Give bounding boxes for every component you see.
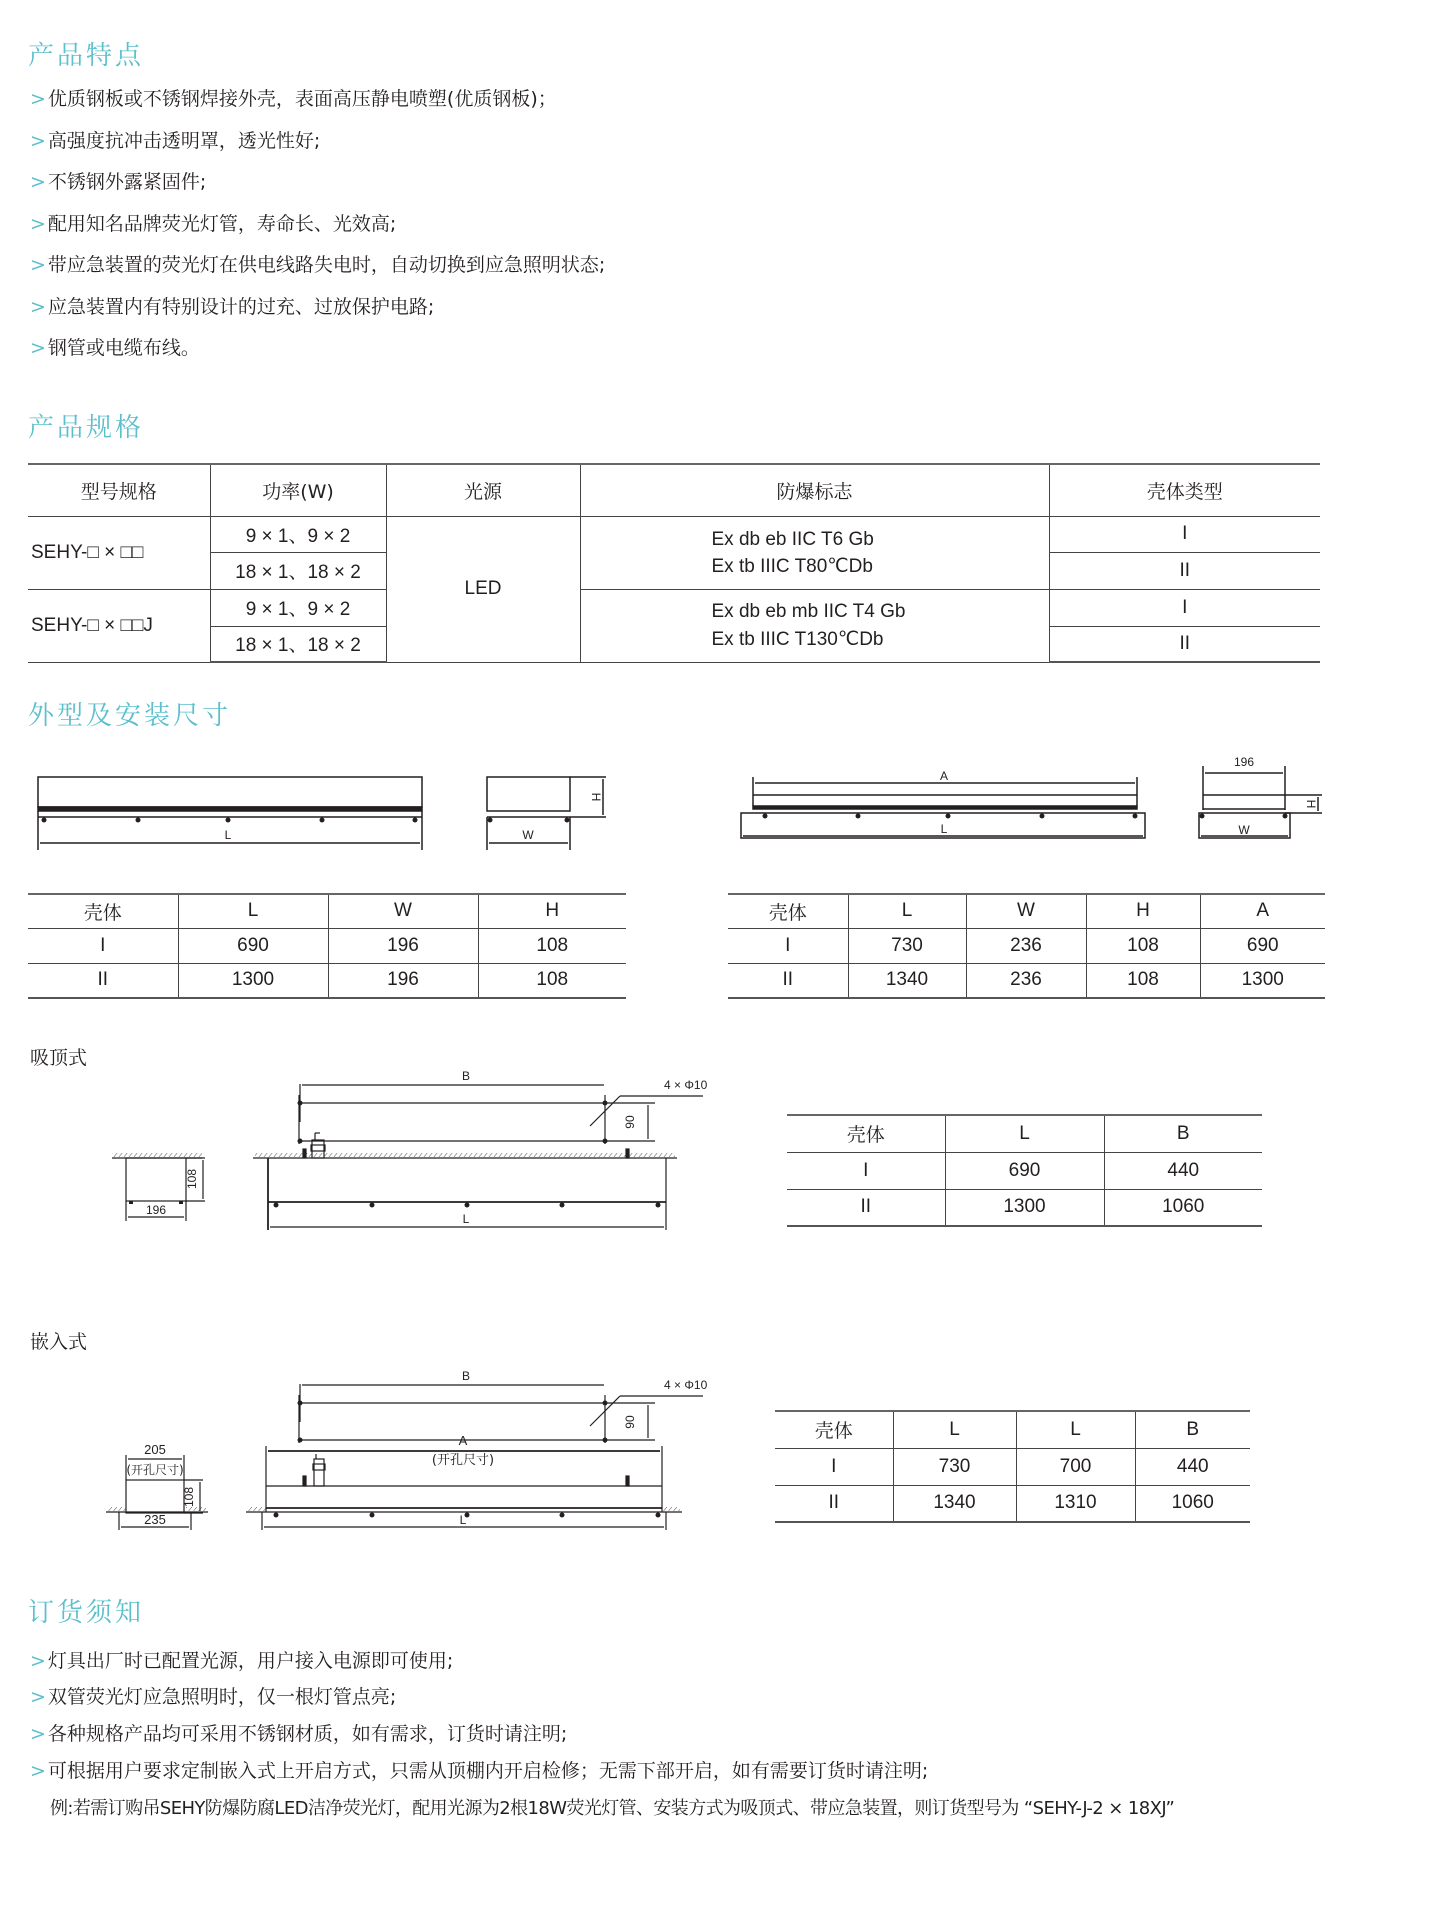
feature-text: 应急装置内有特别设计的过充、过放保护电路; [47,296,435,318]
header-ex-mark: 防爆标志 [580,464,1049,516]
dim-label-L: L [462,1212,470,1226]
cell: I [787,1152,945,1189]
recessed-mount-label: 嵌入式 [30,1331,88,1353]
shell-cell: II [1049,626,1320,662]
shell-cell: I [1049,589,1320,626]
feature-text: 配用知名品牌荧光灯管，寿命长、光效高; [47,213,397,235]
power-cell: 9 × 1、9 × 2 [210,589,386,626]
cell: 1310 [1016,1485,1135,1522]
cell: II [728,963,848,998]
table-header-row [775,1411,1250,1448]
table-header-row [28,894,626,928]
arrow-icon: > [30,130,46,152]
ceiling-mount-label: 吸顶式 [30,1047,88,1069]
arrow-icon: > [30,337,46,359]
header-power: 功率(W) [210,464,386,516]
arrow-icon: > [30,1686,46,1708]
specs-heading: 产品规格 [28,413,145,443]
feature-text: 不锈钢外露紧固件; [47,171,207,193]
arrow-icon: > [30,1723,46,1745]
cell: 1340 [848,963,966,998]
dim-label-W: W [1238,823,1250,837]
recessed-mount-diagram [0,1360,720,1530]
table-row [775,1485,1250,1522]
cell: 690 [945,1152,1104,1189]
ordering-item [30,1725,567,1744]
cell: 1300 [945,1189,1104,1226]
cell: 440 [1135,1448,1250,1485]
cell: II [775,1485,893,1522]
ordering-item [30,1762,928,1781]
header-model: 型号规格 [28,464,210,516]
header-cell: B [1135,1411,1250,1448]
dim-label-235: 235 [144,1512,166,1527]
hole-pattern [299,1084,703,1144]
table-row [728,963,1325,998]
dimensions-table-left [28,893,626,999]
outline-diagrams [0,740,1444,860]
cell: I [28,928,178,963]
model-cell: SEHY-□ × □□J [28,589,210,662]
cell: 690 [1200,928,1325,963]
feature-item [30,339,200,358]
cutout-label: (开孔尺寸) [431,1453,495,1468]
table-row [28,589,1320,626]
cutout-label: (开孔尺寸) [126,1463,184,1477]
arrow-icon: > [30,296,46,318]
fixture-end-view-2 [1199,766,1322,838]
power-cell: 18 × 1、18 × 2 [210,552,386,589]
ordering-item [30,1652,453,1671]
cell: II [787,1189,945,1226]
header-light-source: 光源 [386,464,580,516]
header-cell: L [178,894,328,928]
ex-mark-line: Ex db eb IIC T6 Gb [711,528,874,550]
dim-label-196: 196 [145,1203,167,1217]
header-cell: L [848,894,966,928]
header-cell: 壳体 [775,1411,893,1448]
holes-label: 4 × Φ10 [664,1378,708,1392]
header-cell: A [1200,894,1325,928]
cell: 196 [328,928,478,963]
dim-label-196: 196 [1233,755,1255,769]
cell: 1060 [1135,1485,1250,1522]
cell: 236 [966,963,1086,998]
specs-header-row [28,464,1320,516]
header-cell: L [1016,1411,1135,1448]
dim-label-90: 90 [623,1415,637,1429]
arrow-icon: > [30,1650,46,1672]
ordering-example [50,1800,1174,1818]
ordering-text: 双管荧光灯应急照明时，仅一根灯管点亮; [47,1686,397,1708]
cell: 108 [1086,928,1200,963]
header-cell: H [1086,894,1200,928]
feature-text: 带应急装置的荧光灯在供电线路失电时，自动切换到应急照明状态; [47,254,606,276]
ordering-item [30,1688,396,1707]
ordering-text: 灯具出厂时已配置光源，用户接入电源即可使用; [47,1650,454,1672]
cell: 1340 [893,1485,1016,1522]
feature-text: 钢管或电缆布线。 [47,337,200,359]
arrow-icon: > [30,171,46,193]
cell: II [28,963,178,998]
arrow-icon: > [30,254,46,276]
model-cell: SEHY-□ × □□ [28,516,210,589]
header-cell: L [945,1115,1104,1152]
feature-item [30,90,557,109]
header-cell: H [478,894,626,928]
cell: 108 [1086,963,1200,998]
cell: I [775,1448,893,1485]
dim-label-L: L [459,1513,467,1527]
table-row [728,928,1325,963]
ex-mark-line: Ex db eb mb IIC T4 Gb [711,600,906,622]
table-row [28,928,626,963]
dim-label-B: B [461,1069,471,1083]
power-cell: 9 × 1、9 × 2 [210,516,386,552]
cell: 196 [328,963,478,998]
dim-label-108: 108 [185,1168,199,1190]
table-row [28,963,626,998]
table-row [775,1448,1250,1485]
hole-pattern [299,1384,703,1443]
header-cell: 壳体 [728,894,848,928]
arrow-icon: > [30,1760,46,1782]
cell: 1300 [1200,963,1325,998]
feature-text: 优质钢板或不锈钢焊接外壳，表面高压静电喷塑(优质钢板)； [47,88,557,110]
feature-item [30,132,320,151]
cell: 700 [1016,1448,1135,1485]
ceiling-mount-diagram [0,1060,720,1230]
feature-text: 高强度抗冲击透明罩，透光性好; [47,130,321,152]
dim-label-90: 90 [623,1115,637,1129]
feature-item [30,256,605,275]
cell: I [728,928,848,963]
table-header-row [787,1115,1262,1152]
table-row [787,1189,1262,1226]
arrow-icon: > [30,213,46,235]
features-heading: 产品特点 [28,41,145,71]
dimensions-heading: 外型及安装尺寸 [28,701,232,731]
dim-label-A: A [939,769,949,783]
cell: 730 [893,1448,1016,1485]
cell: 108 [478,963,626,998]
dim-label-W: W [522,828,534,842]
light-source-cell: LED [386,516,580,662]
header-cell: 壳体 [787,1115,945,1152]
ex-mark-cell [580,516,1049,589]
cell: 440 [1104,1152,1262,1189]
ex-mark-line: Ex tb IIIC T130℃Db [711,628,884,650]
ceiling-mount-table [787,1114,1262,1227]
feature-item [30,298,434,317]
cell: 108 [478,928,626,963]
shell-cell: II [1049,552,1320,589]
ordering-heading: 订货须知 [28,1598,145,1628]
header-cell: B [1104,1115,1262,1152]
table-header-row [728,894,1325,928]
feature-item [30,215,396,234]
header-cell: W [328,894,478,928]
dim-label-L: L [940,822,948,836]
cell: 690 [178,928,328,963]
ex-mark-line: Ex tb IIIC T80℃Db [711,555,873,577]
power-cell: 18 × 1、18 × 2 [210,626,386,662]
dim-label-L: L [224,828,232,842]
recessed-mount-table [775,1410,1250,1523]
fixture-end-view-1 [487,777,606,850]
dim-label-H: H [589,792,603,802]
ex-mark-cell [580,589,1049,662]
dim-label-B: B [461,1369,471,1383]
cell: 236 [966,928,1086,963]
header-cell: W [966,894,1086,928]
table-row [28,516,1320,552]
dim-label-205: 205 [144,1442,166,1457]
table-row [787,1152,1262,1189]
header-cell: 壳体 [28,894,178,928]
cell: 1300 [178,963,328,998]
ordering-text: 可根据用户要求定制嵌入式上开启方式，只需从顶棚内开启检修；无需下部开启，如有需要订货时请注明; [47,1760,929,1782]
holes-label: 4 × Φ10 [664,1078,708,1092]
shell-cell: I [1049,516,1320,552]
specs-table [28,463,1320,663]
dimensions-table-right [728,893,1325,999]
cell: 1060 [1104,1189,1262,1226]
header-shell-type: 壳体类型 [1049,464,1320,516]
dim-label-108: 108 [182,1486,196,1508]
feature-item [30,173,206,192]
dim-label-A: A [458,1433,468,1448]
arrow-icon: > [30,88,46,110]
header-cell: L [893,1411,1016,1448]
example-text: 例:若需订购吊SEHY防爆防腐LED洁净荧光灯，配用光源为2根18W荧光灯管、安装方式为吸顶式、带应急装置，则订货型号为 “SEHY-J-2 × 18XJ” [50,1798,1175,1819]
cell: 730 [848,928,966,963]
dim-label-H: H [1304,799,1318,809]
ordering-text: 各种规格产品均可采用不锈钢材质，如有需求，订货时请注明; [47,1723,568,1745]
